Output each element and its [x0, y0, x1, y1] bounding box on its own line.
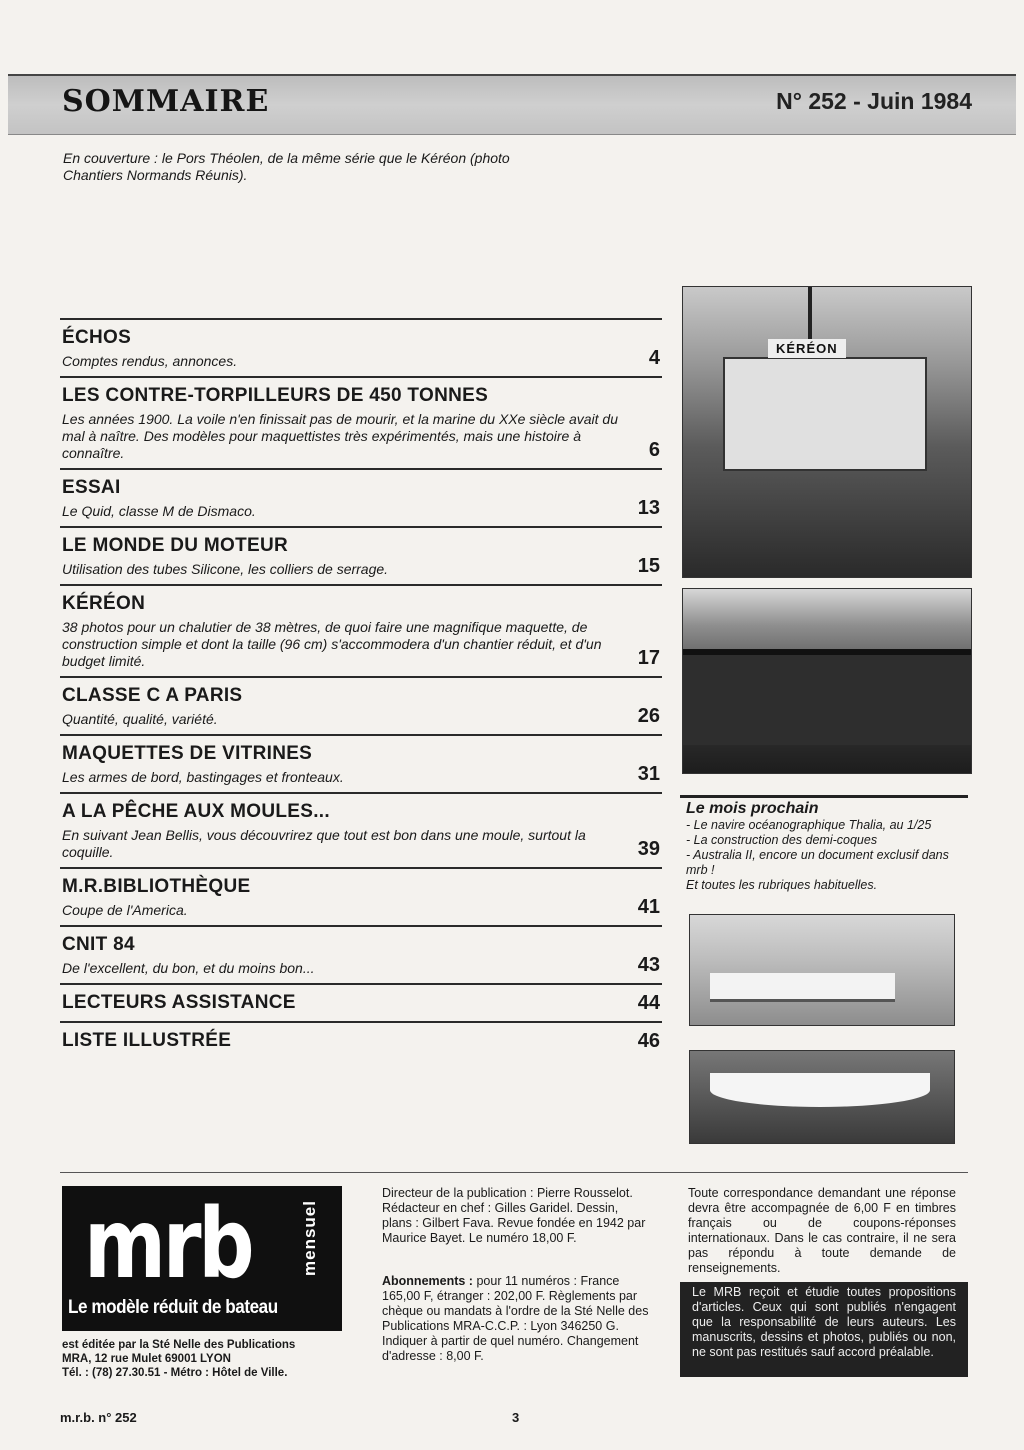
- toc-entry: [60, 376, 662, 468]
- toc-entry-desc: Quantité, qualité, variété.: [62, 711, 218, 727]
- mrb-logo: [62, 1186, 342, 1331]
- toc-entry-desc: De l'excellent, du bon, et du moins bon...: [62, 960, 315, 976]
- toc-entry-page: 6: [648, 439, 660, 461]
- toc-entry-title: M.R.BIBLIOTHÈQUE: [62, 876, 251, 897]
- toc-entry-title: LISTE ILLUSTRÉE: [62, 1030, 232, 1051]
- toc-entry-title: LECTEURS ASSISTANCE: [62, 992, 296, 1013]
- toc-entry-desc: Les années 1900. La voile n'en finissait pas de mourir, et la marine du XXe siècle avait du mal à naître. Des modèles pour maquettistes très expérimentés, mais une histoire à connaître.: [62, 411, 619, 461]
- toc-entry-page: 13: [637, 497, 660, 519]
- next-month-item: Et toutes les rubriques habituelles.: [686, 878, 878, 892]
- trawler-photo: [682, 286, 972, 578]
- toc-entry-title: MAQUETTES DE VITRINES: [62, 743, 313, 764]
- half-hull-photo: [689, 1050, 955, 1144]
- wheelhouse-shape: [723, 357, 927, 471]
- toc-entry-page: 39: [637, 838, 660, 860]
- subscriptions-text: [382, 1274, 650, 1364]
- galleon-model-photo: [682, 588, 972, 774]
- toc-entry-desc: Le Quid, classe M de Dismaco.: [62, 503, 256, 519]
- toc-entry-title: KÉRÉON: [62, 593, 146, 614]
- logo-mensuel: mensuel: [300, 1200, 319, 1276]
- correspondence-text: Toute correspondance demandant une réponse devra être accompagnée de 6,00 F en timbres français ou de coupons-réponses internationaux. Dans le cas contraire, il ne sera pas répondu à toute demande de renseignements.: [688, 1186, 956, 1275]
- credits-text: Directeur de la publication : Pierre Rousselot. Rédacteur en chef : Gilles Garidel. Dessin, plans : Gilbert Fava. Revue fondée en 1942 par Maurice Bayet. Le numéro 18,00 F.: [382, 1186, 646, 1245]
- toc-entry-page: 17: [637, 647, 660, 669]
- next-month-list: [686, 818, 968, 893]
- logo-letters: mrb: [84, 1188, 252, 1300]
- toc-entry: [60, 468, 662, 526]
- toc-entry-desc: Utilisation des tubes Silicone, les colliers de serrage.: [62, 561, 389, 577]
- galleon-hull-shape: [683, 649, 971, 745]
- toc-entry-page: 4: [648, 347, 660, 369]
- page-number: 3: [512, 1410, 520, 1425]
- toc-entry-title: CNIT 84: [62, 934, 135, 955]
- subscriptions-body: pour 11 numéros : France 165,00 F, étranger : 202,00 F. Règlements par chèque ou mandats à l'ordre de la Sté Nelle des Publications MRA-C.C.P. : Lyon 346250 G. Indiquer à partir de quel numéro. Changement d'adresse : 8,00 F.: [382, 1274, 649, 1363]
- toc-entry-desc: 38 photos pour un chalutier de 38 mètres, de quoi faire une magnifique maquette, de construction simple et dont la taille (96 cm) s'accommodera d'un chantier réduit, et d'un budget limité.: [62, 619, 602, 669]
- credits-column: [382, 1186, 650, 1364]
- page-title: SOMMAIRE: [62, 84, 270, 119]
- table-of-contents: [60, 318, 662, 1059]
- toc-entry: [60, 584, 662, 676]
- toc-entry-page: 41: [637, 896, 660, 918]
- vessel-hull-shape: [710, 973, 895, 1002]
- publisher-info: [62, 1338, 352, 1380]
- toc-entry-page: 44: [637, 992, 660, 1014]
- toc-entry-desc: En suivant Jean Bellis, vous découvrirez que tout est bon dans une moule, surtout la coquille.: [62, 827, 586, 860]
- half-hull-shape: [710, 1073, 930, 1107]
- toc-entry: [60, 526, 662, 584]
- cover-caption: En couverture : le Pors Théolen, de la même série que le Kéréon (photo Chantiers Normands Réunis).: [63, 150, 510, 183]
- toc-entry-page: 15: [637, 555, 660, 577]
- next-month-title: Le mois prochain: [686, 800, 819, 817]
- toc-entry-page: 31: [637, 763, 660, 785]
- footer-issue-ref: m.r.b. n° 252: [60, 1410, 137, 1425]
- toc-entry-desc: Coupe de l'America.: [62, 902, 188, 918]
- subscriptions-label: Abonnements :: [382, 1274, 473, 1288]
- ship-name-plate: KÉRÉON: [768, 339, 846, 358]
- next-month-item: - Australia II, encore un document exclusif dans mrb !: [686, 848, 949, 877]
- toc-entry: [60, 734, 662, 792]
- toc-entry: [60, 867, 662, 925]
- notice-box: Le MRB reçoit et étudie toutes propositions d'articles. Ceux qui sont publiés n'engagent que la responsabilité de leurs auteurs. Les manuscrits, dessins et photos, publiés ou non, ne sont pas restitués sauf accord préalable.: [680, 1282, 968, 1377]
- toc-entry-title: ESSAI: [62, 477, 121, 498]
- publisher-line: Tél. : (78) 27.30.51 - Métro : Hôtel de Ville.: [62, 1367, 288, 1379]
- toc-entry: [60, 983, 662, 1021]
- toc-entry-title: A LA PÊCHE AUX MOULES...: [62, 801, 330, 822]
- toc-entry: [60, 925, 662, 983]
- toc-entry-page: 46: [637, 1030, 660, 1052]
- toc-entry: [60, 1021, 662, 1059]
- toc-entry-title: LES CONTRE-TORPILLEURS DE 450 TONNES: [62, 385, 489, 406]
- logo-subtitle: Le modèle réduit de bateau: [68, 1297, 278, 1318]
- toc-entry-title: CLASSE C A PARIS: [62, 685, 243, 706]
- toc-entry-title: LE MONDE DU MOTEUR: [62, 535, 289, 556]
- toc-entry-desc: Les armes de bord, bastingages et fronteaux.: [62, 769, 344, 785]
- footer-divider: [60, 1172, 968, 1173]
- issue-number: N° 252 - Juin 1984: [776, 88, 972, 114]
- toc-entry-desc: Comptes rendus, annonces.: [62, 353, 238, 369]
- next-month-item: - Le navire océanographique Thalia, au 1/25: [686, 818, 932, 832]
- publisher-line: est éditée par la Sté Nelle des Publications: [62, 1339, 296, 1351]
- toc-entry: [60, 676, 662, 734]
- next-month-item: - La construction des demi-coques: [686, 833, 878, 847]
- toc-entry-page: 26: [637, 705, 660, 727]
- research-vessel-photo: [689, 914, 955, 1026]
- toc-entry: [60, 792, 662, 867]
- publisher-line: MRA, 12 rue Mulet 69001 LYON: [62, 1353, 231, 1365]
- toc-entry-title: ÉCHOS: [62, 327, 132, 348]
- toc-entry-page: 43: [637, 954, 660, 976]
- toc-entry: [60, 318, 662, 376]
